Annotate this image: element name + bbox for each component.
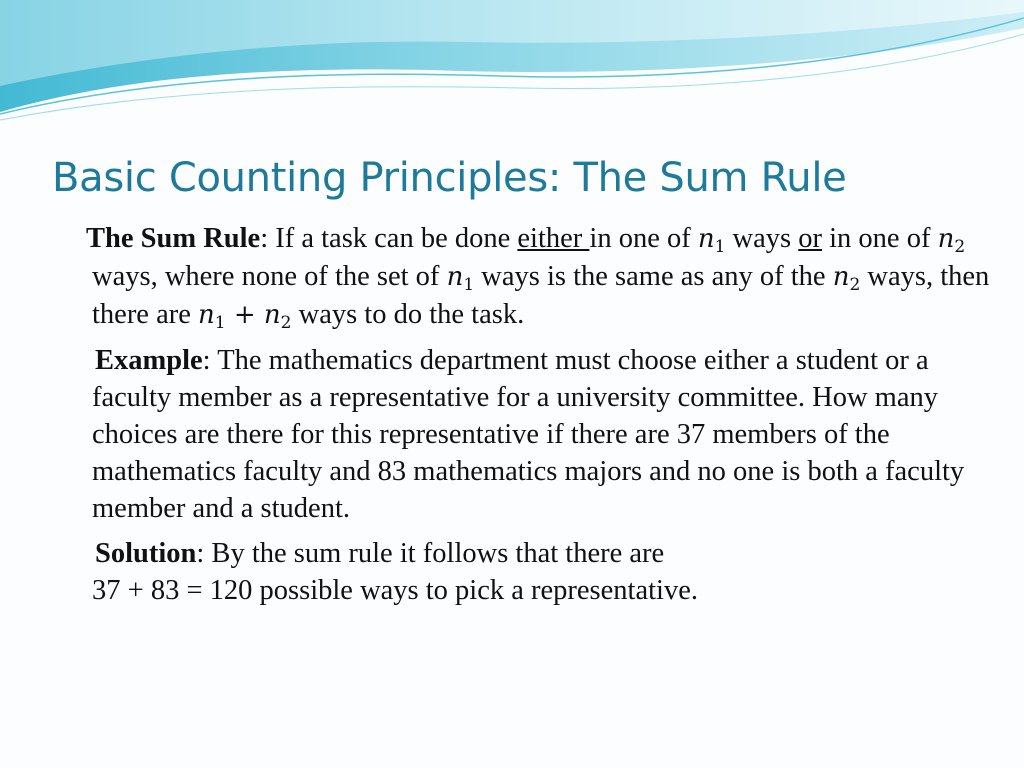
math-plus: + (225, 300, 264, 330)
example-text: : The mathematics department must choose either a student or a faculty member as a representative for a university committee. How many choices are there for this representative if there are 37 members of the mathematics faculty and 83 mathematics majors and no one is both a faculty member and a student. (92, 345, 965, 524)
sum-rule-text-5: ways, where none of the set of (92, 261, 447, 292)
sum-rule-label: The Sum Rule (86, 223, 261, 254)
or-underlined: or (798, 223, 822, 254)
math-n2: $n_2$ (832, 262, 861, 295)
slide-title: Basic Counting Principles: The Sum Rule (52, 155, 847, 201)
example-paragraph (92, 342, 1002, 527)
either-underlined: either (517, 223, 590, 254)
solution-line-1: : By the sum rule it follows that there are (196, 538, 665, 569)
math-n1: $n_1$ (198, 300, 226, 333)
sum-rule-text-6: ways is the same as any of the (474, 261, 833, 292)
sum-rule-paragraph (86, 220, 1002, 334)
slide-body (86, 220, 1002, 617)
solution-label: Solution (95, 538, 197, 569)
sum-rule-text-8: ways to do the task. (291, 299, 525, 330)
math-n1: $n_1$ (697, 224, 726, 257)
sum-rule-text-4: in one of (822, 223, 938, 254)
sum-rule-text-3: ways (725, 223, 799, 254)
math-n2: $n_2$ (937, 224, 966, 257)
math-n1: $n_1$ (446, 262, 475, 295)
example-label: Example (95, 345, 203, 376)
solution-line-2: 37 + 83 = 120 possible ways to pick a representative. (92, 575, 698, 606)
solution-paragraph (92, 535, 1002, 609)
sum-rule-text-2: in one of (589, 223, 698, 254)
sum-rule-text-7: ways, then there are (92, 261, 990, 330)
sum-rule-text-1: : If a task can be done (260, 223, 518, 254)
math-n2: $n_2$ (263, 300, 292, 333)
header-wave-decoration (0, 0, 1024, 130)
